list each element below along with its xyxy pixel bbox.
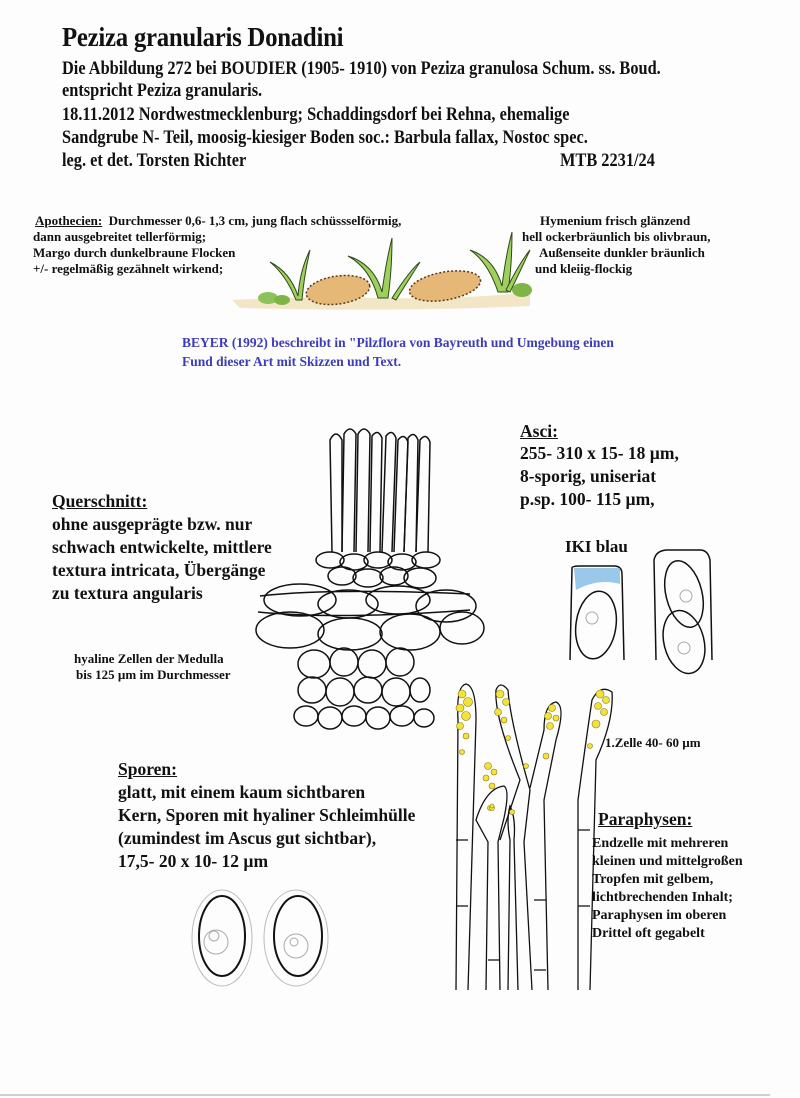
sporen-line: 17,5- 20 x 10- 12 µm <box>118 851 269 871</box>
paraphysis <box>456 684 476 990</box>
querschnitt-line: textura intricata, Übergänge <box>52 560 266 580</box>
asci-label: Asci: <box>520 421 558 441</box>
subhymenium-cells <box>316 552 440 588</box>
querschnitt-label: Querschnitt: <box>52 491 148 511</box>
asci-line: 255- 310 x 15- 18 µm, <box>520 443 679 463</box>
asci-tips-drawing <box>570 550 712 678</box>
sporen-line: Kern, Sporen mit hyaliner Schleimhülle <box>118 805 416 825</box>
hymenium-line: hell ockerbräunlich bis olivbraun, <box>522 229 711 244</box>
hymenium-line: Hymenium frisch glänzend <box>540 213 691 228</box>
apothecien-line: dann ausgebreitet tellerförmig; <box>33 229 207 244</box>
iki-blue-stain <box>574 568 620 590</box>
apothecien-block <box>35 212 401 229</box>
moss-clump <box>274 295 290 305</box>
spore-sheath <box>192 890 252 986</box>
header-line: leg. et det. Torsten Richter <box>62 150 247 171</box>
asci-line: 8-sporig, uniseriat <box>520 466 657 486</box>
spore <box>274 896 322 976</box>
medulla-cells <box>256 584 484 650</box>
mtb-reference: MTB 2231/24 <box>560 150 655 171</box>
querschnitt-line: schwach entwickelte, mittlere <box>52 537 272 557</box>
hymenium-line: Außenseite dunkler bräunlich <box>539 245 705 260</box>
apothecien-line: Margo durch dunkelbraune Flocken <box>33 245 236 260</box>
habitat-sketch <box>232 232 532 310</box>
moss-clump <box>512 283 532 297</box>
apothecien-label: Apothecien: <box>35 213 103 228</box>
paraphyses-drawing <box>456 684 612 990</box>
asci-palisade <box>330 429 430 552</box>
medulla-line: bis 125 µm im Durchmesser <box>76 667 231 682</box>
header-line: Sandgrube N- Teil, moosig-kiesiger Boden soc.: Barbula fallax, Nostoc spec. <box>62 127 588 148</box>
asci-line: p.sp. 100- 115 µm, <box>520 489 655 509</box>
excipulum-cells <box>294 648 434 729</box>
header-line: 18.11.2012 Nordwestmecklenburg; Schaddingsdorf bei Rehna, ehemalige <box>62 104 570 125</box>
page-title: Peziza granularis Donadini <box>62 22 344 52</box>
sporen-label: Sporen: <box>118 759 177 779</box>
paraphysen-line: Tropfen mit gelbem, <box>592 872 714 887</box>
first-cell-size: 1.Zelle 40- 60 µm <box>605 735 701 750</box>
cross-section-drawing <box>256 429 484 729</box>
header-line: entspricht Peziza granularis. <box>62 80 263 101</box>
beyer-note-line: BEYER (1992) beschreibt in "Pilzflora von Bayreuth und Umgebung einen <box>182 335 614 350</box>
paraphysen-line: Endzelle mit mehreren <box>592 836 729 851</box>
querschnitt-line: zu textura angularis <box>52 583 203 603</box>
apothecien-line: Durchmesser 0,6- 1,3 cm, jung flach schüssselförmig, <box>102 213 402 228</box>
spore-in-ascus <box>571 589 620 662</box>
apothecien-line: +/- regelmäßig gezähnelt wirkend; <box>33 261 224 276</box>
header-line: Die Abbildung 272 bei BOUDIER (1905- 1910) von Peziza granulosa Schum. ss. Boud. <box>62 58 661 79</box>
hymenium-line: und kleiig-flockig <box>535 261 633 276</box>
spores-drawing <box>192 890 328 986</box>
page-edge <box>0 1094 770 1096</box>
paraphysis <box>530 702 561 990</box>
iki-label: IKI blau <box>565 537 628 556</box>
yellow-droplets <box>456 690 610 815</box>
paraphysis <box>508 806 518 990</box>
paraphysen-line: Drittel oft gegabelt <box>592 926 705 941</box>
medulla-line: hyaline Zellen der Medulla <box>74 651 224 666</box>
paraphysen-label: Paraphysen: <box>598 809 693 829</box>
paraphysen-line: lichtbrechenden Inhalt; <box>592 890 733 905</box>
paraphysen-line: Paraphysen im oberen <box>592 908 727 923</box>
querschnitt-line: ohne ausgeprägte bzw. nur <box>52 514 253 534</box>
beyer-note-line: Fund dieser Art mit Skizzen und Text. <box>182 354 402 369</box>
paraphysen-line: kleinen und mittelgroßen <box>592 854 743 869</box>
sporen-line: (zumindest im Ascus gut sichtbar), <box>118 828 377 848</box>
sporen-line: glatt, mit einem kaum sichtbaren <box>118 782 366 802</box>
